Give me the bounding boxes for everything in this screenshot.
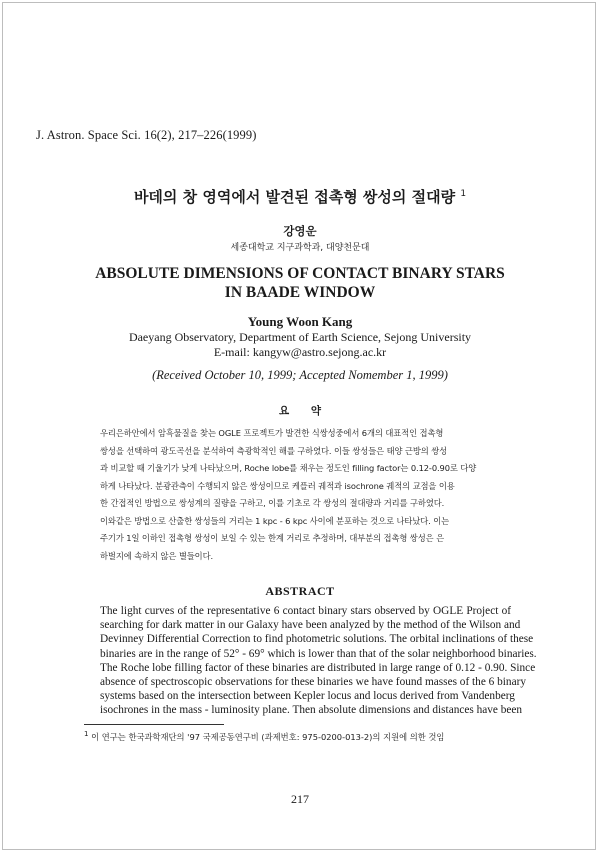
title-korean-text: 바데의 창 영역에서 발견된 접촉형 쌍성의 절대량 (133, 188, 456, 206)
footnote-text: 이 연구는 한국과학재단의 '97 국제공동연구비 (과제번호: 975-0200-013-2)의 지원에 의한 것임 (91, 731, 445, 742)
footnote (84, 730, 444, 743)
abstract-english-line: binaries are in the range of 52° - 69° which is lower than that of the solar neighborhood binaries. (100, 647, 537, 660)
abstract-korean-heading: 요 약 (279, 405, 321, 417)
abstract-korean-line: 우리은하안에서 암흑물질을 찾는 OGLE 프로젝트가 발견한 식쌍성중에서 6개의 대표적인 접촉형 (100, 428, 444, 438)
abstract-english-line: systems based on the intersection between Kepler locus and locus derived from Vandenberg (100, 690, 515, 703)
title-english-line-2: IN BAADE WINDOW (224, 284, 376, 301)
title-english (0, 264, 600, 302)
abstract-korean (100, 425, 511, 565)
affiliation-english: Daeyang Observatory, Department of Earth Science, Sejong University (128, 330, 472, 344)
abstract-heading: ABSTRACT (265, 584, 335, 598)
footnote-rule (84, 724, 224, 725)
title-footnote-mark: 1 (460, 189, 467, 199)
abstract-korean-line: 쌍성을 선택하여 광도곡선을 분석하여 측광학적인 해를 구하였다. 이들 쌍성들은 태양 근방의 쌍성 (100, 445, 448, 456)
abstract-english-line: isochrones in the mass - luminosity plane. Then absolute dimensions and distances have been (100, 704, 523, 717)
affiliation-english-block (0, 330, 600, 360)
abstract-korean-line: 한 간접적인 방법으로 쌍성계의 질량을 구하고, 이를 기초로 각 쌍성의 절대량과 거리를 구하였다. (100, 498, 445, 508)
abstract-korean-line: 하게 나타났다. 분광관측이 수행되지 않은 쌍성이므로 케플러 궤적과 isochrone 궤적의 교점을 이용 (100, 480, 455, 491)
abstract-korean-line: 이와같은 방법으로 산출한 쌍성들의 거리는 1 kpc - 6 kpc 사이에 분포하는 것으로 나타났다. 이는 (100, 515, 450, 526)
received-dates: (Received October 10, 1999; Accepted Nomember 1, 1999) (152, 368, 448, 382)
abstract-english-line: The light curves of the representative 6 contact binary stars observed by OGLE Project of (100, 605, 511, 617)
abstract-english-line: searching for dark matter in our Galaxy have been analyzed by the method of the Wilson and (100, 619, 521, 632)
author-korean: 강영운 (283, 224, 317, 238)
abstract-english (100, 604, 537, 718)
journal-citation: J. Astron. Space Sci. 16(2), 217–226(1999) (36, 128, 257, 142)
title-english-line-1: ABSOLUTE DIMENSIONS OF CONTACT BINARY STARS (95, 265, 505, 282)
author-english: Young Woon Kang (247, 314, 353, 329)
page-number: 217 (291, 792, 309, 806)
title-korean (0, 186, 600, 207)
footnote-mark: 1 (84, 730, 89, 738)
abstract-english-line: The Roche lobe filling factor of these binaries are distributed in large range of 0.12 - 0.90. Since (100, 661, 536, 674)
abstract-english-line: absence of spectroscopic observations for these binaries we have found masses of the 6 binary (100, 676, 527, 689)
affiliation-korean: 세종대학교 지구과학과, 대양천문대 (230, 243, 370, 253)
author-email: E-mail: kangyw@astro.sejong.ac.kr (213, 345, 387, 359)
abstract-korean-line: 과 비교할 때 기울기가 낮게 나타났으며, Roche lobe를 채우는 정도인 filling factor는 0.12-0.90로 다양 (100, 463, 477, 473)
abstract-english-line: Devinney Differential Correction to find photometric solutions. The orbital inclinations of these (100, 633, 534, 646)
abstract-korean-line: 주기가 1일 이하인 접촉형 쌍성이 보일 수 있는 한계 거리로 추정하며, 대부분의 접촉형 쌍성은 은 (100, 533, 445, 543)
abstract-korean-line: 하벌지에 속하지 않은 별들이다. (100, 550, 214, 561)
